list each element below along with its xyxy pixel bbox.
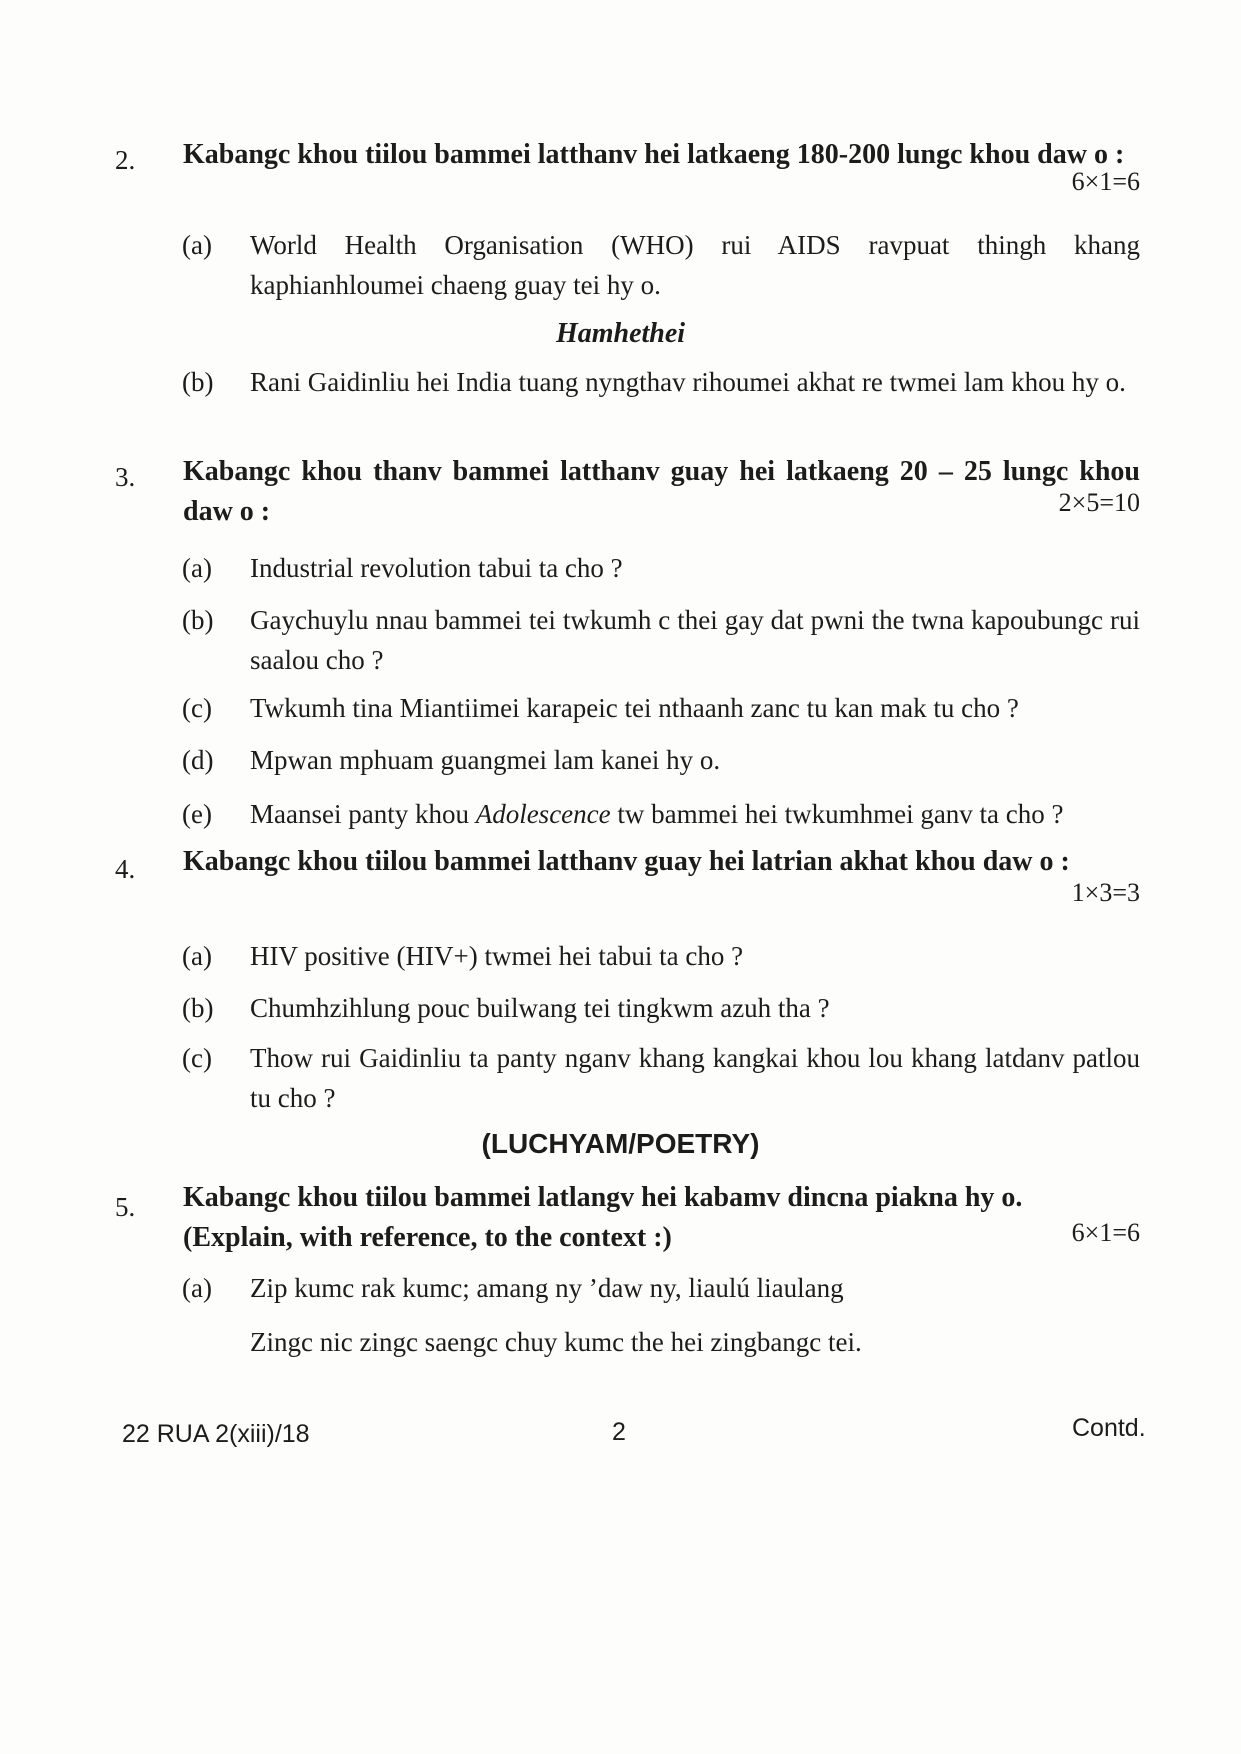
item-label: (c) bbox=[182, 693, 212, 723]
question-text: Kabangc khou thanv bammei latthanv guay hei latkaeng 20 – 25 lungc khou daw o : bbox=[183, 456, 1140, 527]
item-label: (e) bbox=[182, 799, 212, 829]
item-label: (b) bbox=[182, 993, 214, 1023]
question-text: Kabangc khou tiilou bammei latthanv guay hei latrian akhat khou daw o : bbox=[183, 846, 1070, 877]
item-text: Gaychuylu nnau bammei tei twkumh c thei gay dat pwni the twna kapoubungc rui saalou cho ? bbox=[250, 605, 1140, 675]
question-number: 2. bbox=[115, 145, 136, 175]
poem-line-1: Zip kumc rak kumc; amang ny ’daw ny, liaulú liaulang bbox=[250, 1273, 844, 1303]
item-text: Mpwan mphuam guangmei lam kanei hy o. bbox=[250, 745, 721, 775]
question-text-english: (Explain, with reference, to the context :) bbox=[183, 1222, 672, 1253]
item-text bbox=[250, 794, 1140, 834]
item-text: Industrial revolution tabui ta cho ? bbox=[250, 553, 623, 583]
item-text-emphasis: Adolescence bbox=[475, 799, 611, 829]
paper-code: 22 RUA 2(xiii)/18 bbox=[122, 1420, 310, 1448]
item-label: (c) bbox=[182, 1043, 212, 1073]
question-text: Kabangc khou tiilou bammei latlangv hei kabamv dincna piakna hy o. bbox=[183, 1182, 1023, 1213]
page-number: 2 bbox=[612, 1418, 626, 1446]
question-3 bbox=[115, 452, 1140, 542]
item-text: Thow rui Gaidinliu ta panty nganv khang kangkai khou lou khang latdanv patlou tu cho ? bbox=[250, 1043, 1140, 1113]
or-heading: Hamhethei bbox=[555, 318, 686, 349]
item-label: (b) bbox=[182, 367, 214, 397]
item-text: Twkumh tina Miantiimei karapeic tei nthaanh zanc tu kan mak tu cho ? bbox=[250, 693, 1019, 723]
item-label: (a) bbox=[182, 941, 212, 971]
item-text: Rani Gaidinliu hei India tuang nyngthav rihoumei akhat re twmei lam khou hy o. bbox=[250, 367, 1126, 397]
marks: 6×1=6 bbox=[1071, 1218, 1140, 1247]
item-text-pre: Maansei panty khou bbox=[250, 799, 476, 829]
marks: 6×1=6 bbox=[1071, 167, 1140, 196]
question-number: 5. bbox=[115, 1192, 136, 1222]
question-2 bbox=[115, 135, 1140, 225]
continued-label: Contd. bbox=[1072, 1414, 1146, 1442]
marks: 1×3=3 bbox=[1071, 878, 1140, 907]
poem-line-2: Zingc nic zingc saengc chuy kumc the hei zingbangc tei. bbox=[250, 1327, 862, 1357]
item-label: (a) bbox=[182, 230, 212, 260]
item-text: HIV positive (HIV+) twmei hei tabui ta cho ? bbox=[250, 941, 744, 971]
item-label: (b) bbox=[182, 605, 214, 635]
question-text: Kabangc khou tiilou bammei latthanv hei latkaeng 180-200 lungc khou daw o : bbox=[183, 139, 1125, 170]
marks: 2×5=10 bbox=[1058, 488, 1140, 517]
question-4 bbox=[115, 842, 1140, 922]
question-5 bbox=[115, 1178, 1140, 1268]
item-label: (a) bbox=[182, 1273, 212, 1303]
item-text-post: tw bammei hei twkumhmei ganv ta cho ? bbox=[610, 799, 1064, 829]
item-text: World Health Organisation (WHO) rui AIDS ravpuat thingh khang kaphianhloumei chaeng guay tei hy o. bbox=[250, 230, 1140, 300]
section-heading: (LUCHYAM/POETRY) bbox=[481, 1128, 760, 1159]
question-number: 3. bbox=[115, 462, 136, 492]
item-text: Chumhzihlung pouc builwang tei tingkwm azuh tha ? bbox=[250, 993, 830, 1023]
item-label: (a) bbox=[182, 553, 212, 583]
question-number: 4. bbox=[115, 854, 136, 884]
item-label: (d) bbox=[182, 745, 214, 775]
